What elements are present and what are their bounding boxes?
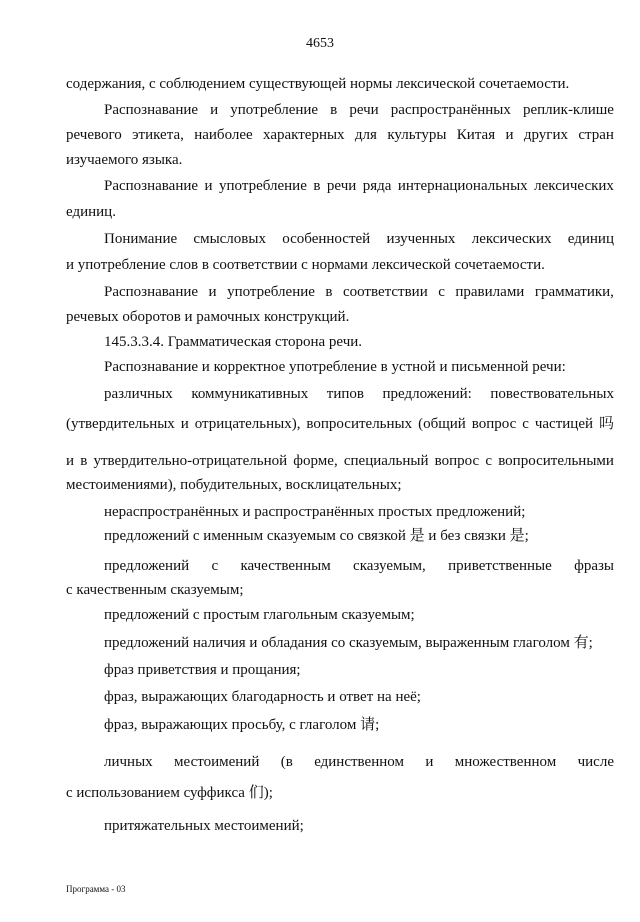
text-line: с использованием суффикса 们); (66, 785, 273, 801)
text-line: фраз приветствия и прощания; (104, 662, 301, 678)
text-line: предложений с именным сказуемым со связкой 是 и без связки 是; (104, 528, 529, 544)
text-line: и в утвердительно-отрицательной форме, специальный вопрос с вопросительными (66, 453, 614, 469)
footer-label: Программа - 03 (66, 884, 126, 894)
text-line: единиц. (66, 204, 116, 220)
text-line: речевых оборотов и рамочных конструкций. (66, 309, 350, 325)
text-line: притяжательных местоимений; (104, 818, 304, 834)
text-line: с качественным сказуемым; (66, 582, 244, 598)
text-line: местоимениями), побудительных, восклицательных; (66, 477, 402, 493)
text-line: изучаемого языка. (66, 152, 183, 168)
text-line: фраз, выражающих просьбу, с глаголом 请; (104, 717, 380, 733)
text-line: предложений с простым глагольным сказуемым; (104, 607, 415, 623)
text-line: предложений наличия и обладания со сказуемым, выраженным глаголом 有; (104, 635, 593, 651)
text-line: Распознавание и употребление в речи ряда интернациональных лексических (104, 178, 614, 194)
text-line: Понимание смысловых особенностей изученных лексических единиц (104, 231, 614, 247)
text-line: Распознавание и употребление в речи распространённых реплик-клише (104, 102, 614, 118)
text-line: различных коммуникативных типов предложений: повествовательных (104, 386, 614, 402)
text-line: личных местоимений (в единственном и множественном числе (104, 754, 614, 770)
text-line: фраз, выражающих благодарность и ответ на неё; (104, 689, 421, 705)
text-line: нераспространённых и распространённых простых предложений; (104, 504, 526, 520)
text-line: и употребление слов в соответствии с нормами лексической сочетаемости. (66, 257, 545, 273)
text-line: Распознавание и употребление в соответствии с правилами грамматики, (104, 284, 614, 300)
text-line: предложений с качественным сказуемым, приветственные фразы (104, 558, 614, 574)
text-line: речевого этикета, наиболее характерных для культуры Китая и других стран (66, 127, 614, 143)
section-heading: 145.3.3.4. Грамматическая сторона речи. (104, 334, 363, 350)
page-number: 4653 (306, 36, 334, 51)
text-line: (утвердительных и отрицательных), вопросительных (общий вопрос с частицей 吗 (66, 416, 614, 432)
text-line: содержания, с соблюдением существующей нормы лексической сочетаемости. (66, 76, 570, 92)
text-line: Распознавание и корректное употребление в устной и письменной речи: (104, 359, 566, 375)
